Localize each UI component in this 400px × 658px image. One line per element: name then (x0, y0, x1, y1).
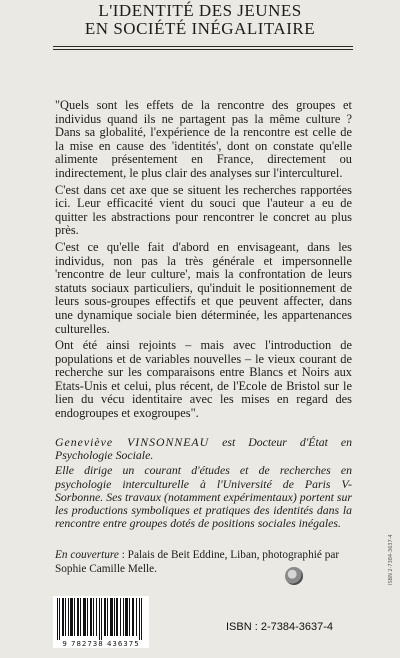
barcode-number: 9 782738 436375 (53, 640, 149, 648)
isbn-text: ISBN : 2-7384-3637-4 (226, 621, 334, 633)
author-title: est Docteur d'État en Psychologie Sociale. (55, 435, 352, 463)
author-line (55, 436, 352, 462)
title-line-2: EN SOCIÉTÉ INÉGALITAIRE (84, 19, 316, 38)
blurb-paragraph-3: C'est ce qu'elle fait d'abord en envisageant, dans les individus, non pas la très générale et impersonnelle 'rencontre de leur culture', mais la confrontation de leurs statuts sociaux particuliers, qu'induit le positionnement de leurs sous-groupes effectifs et que peuvent affecter, dans une dynamique sociale bien déterminée, les appartenances culturelles. (55, 239, 352, 336)
title-line-1: L'IDENTITÉ DES JEUNES (98, 1, 302, 20)
blurb-paragraph-2: C'est dans cet axe que se situent les recherches rapportées ici. Leur efficacité vient du souci que l'auteur a eu de quitter les abstractions pour rencontrer le concret au plus près. (55, 182, 352, 238)
back-cover-blurb (55, 99, 352, 424)
top-divider-1 (53, 46, 353, 47)
barcode-bars-icon (53, 596, 149, 640)
barcode (53, 596, 149, 642)
blurb-paragraph-4: Ont été ainsi rejoints – mais avec l'introduction de populations et de variables nouvelles – le vieux courant de recherche sur les comparaisons entre Blancs et Noirs aux Etats-Unis et celui, plus récent, de l'Ecole de Bristol sur le lien du vécu identitaire avec les mises en regard des endogroupes et exogroupes". (55, 338, 352, 421)
author-description: Elle dirige un courant d'études et de recherches en psychologie interculturelle à l'Université de Paris V- Sorbonne. Ses travaux (notamment expérimentaux) portent sur les productions symboliques et pratiques des identités dans la rencontre entre groupes dotés de positions sociales inégales. (55, 463, 352, 531)
blurb-paragraph-1: "Quels sont les effets de la rencontre des groupes et individus quand ils ne partagent pas la même culture ? Dans sa globalité, l'expérience de la rencontre est celle de la mise en cause des 'identités', dont on constate qu'elle alimente présentement en France, directement ou indirectement, le plus clair des analyses sur l'interculturel. (55, 98, 352, 180)
top-divider-2 (53, 49, 353, 50)
side-isbn-text: ISBN 2-7384-3637-4 (388, 534, 394, 585)
author-name: Geneviève VINSONNEAU (55, 435, 210, 449)
cover-credit-text: : Palais de Beit Eddine, Liban, photographié par Sophie Camille Melle. (55, 549, 340, 575)
book-title (0, 2, 400, 38)
cover-credit-lead: En couverture (55, 549, 119, 561)
publisher-logo-icon (285, 567, 303, 585)
author-bio (55, 436, 352, 532)
cover-credit (55, 548, 355, 576)
